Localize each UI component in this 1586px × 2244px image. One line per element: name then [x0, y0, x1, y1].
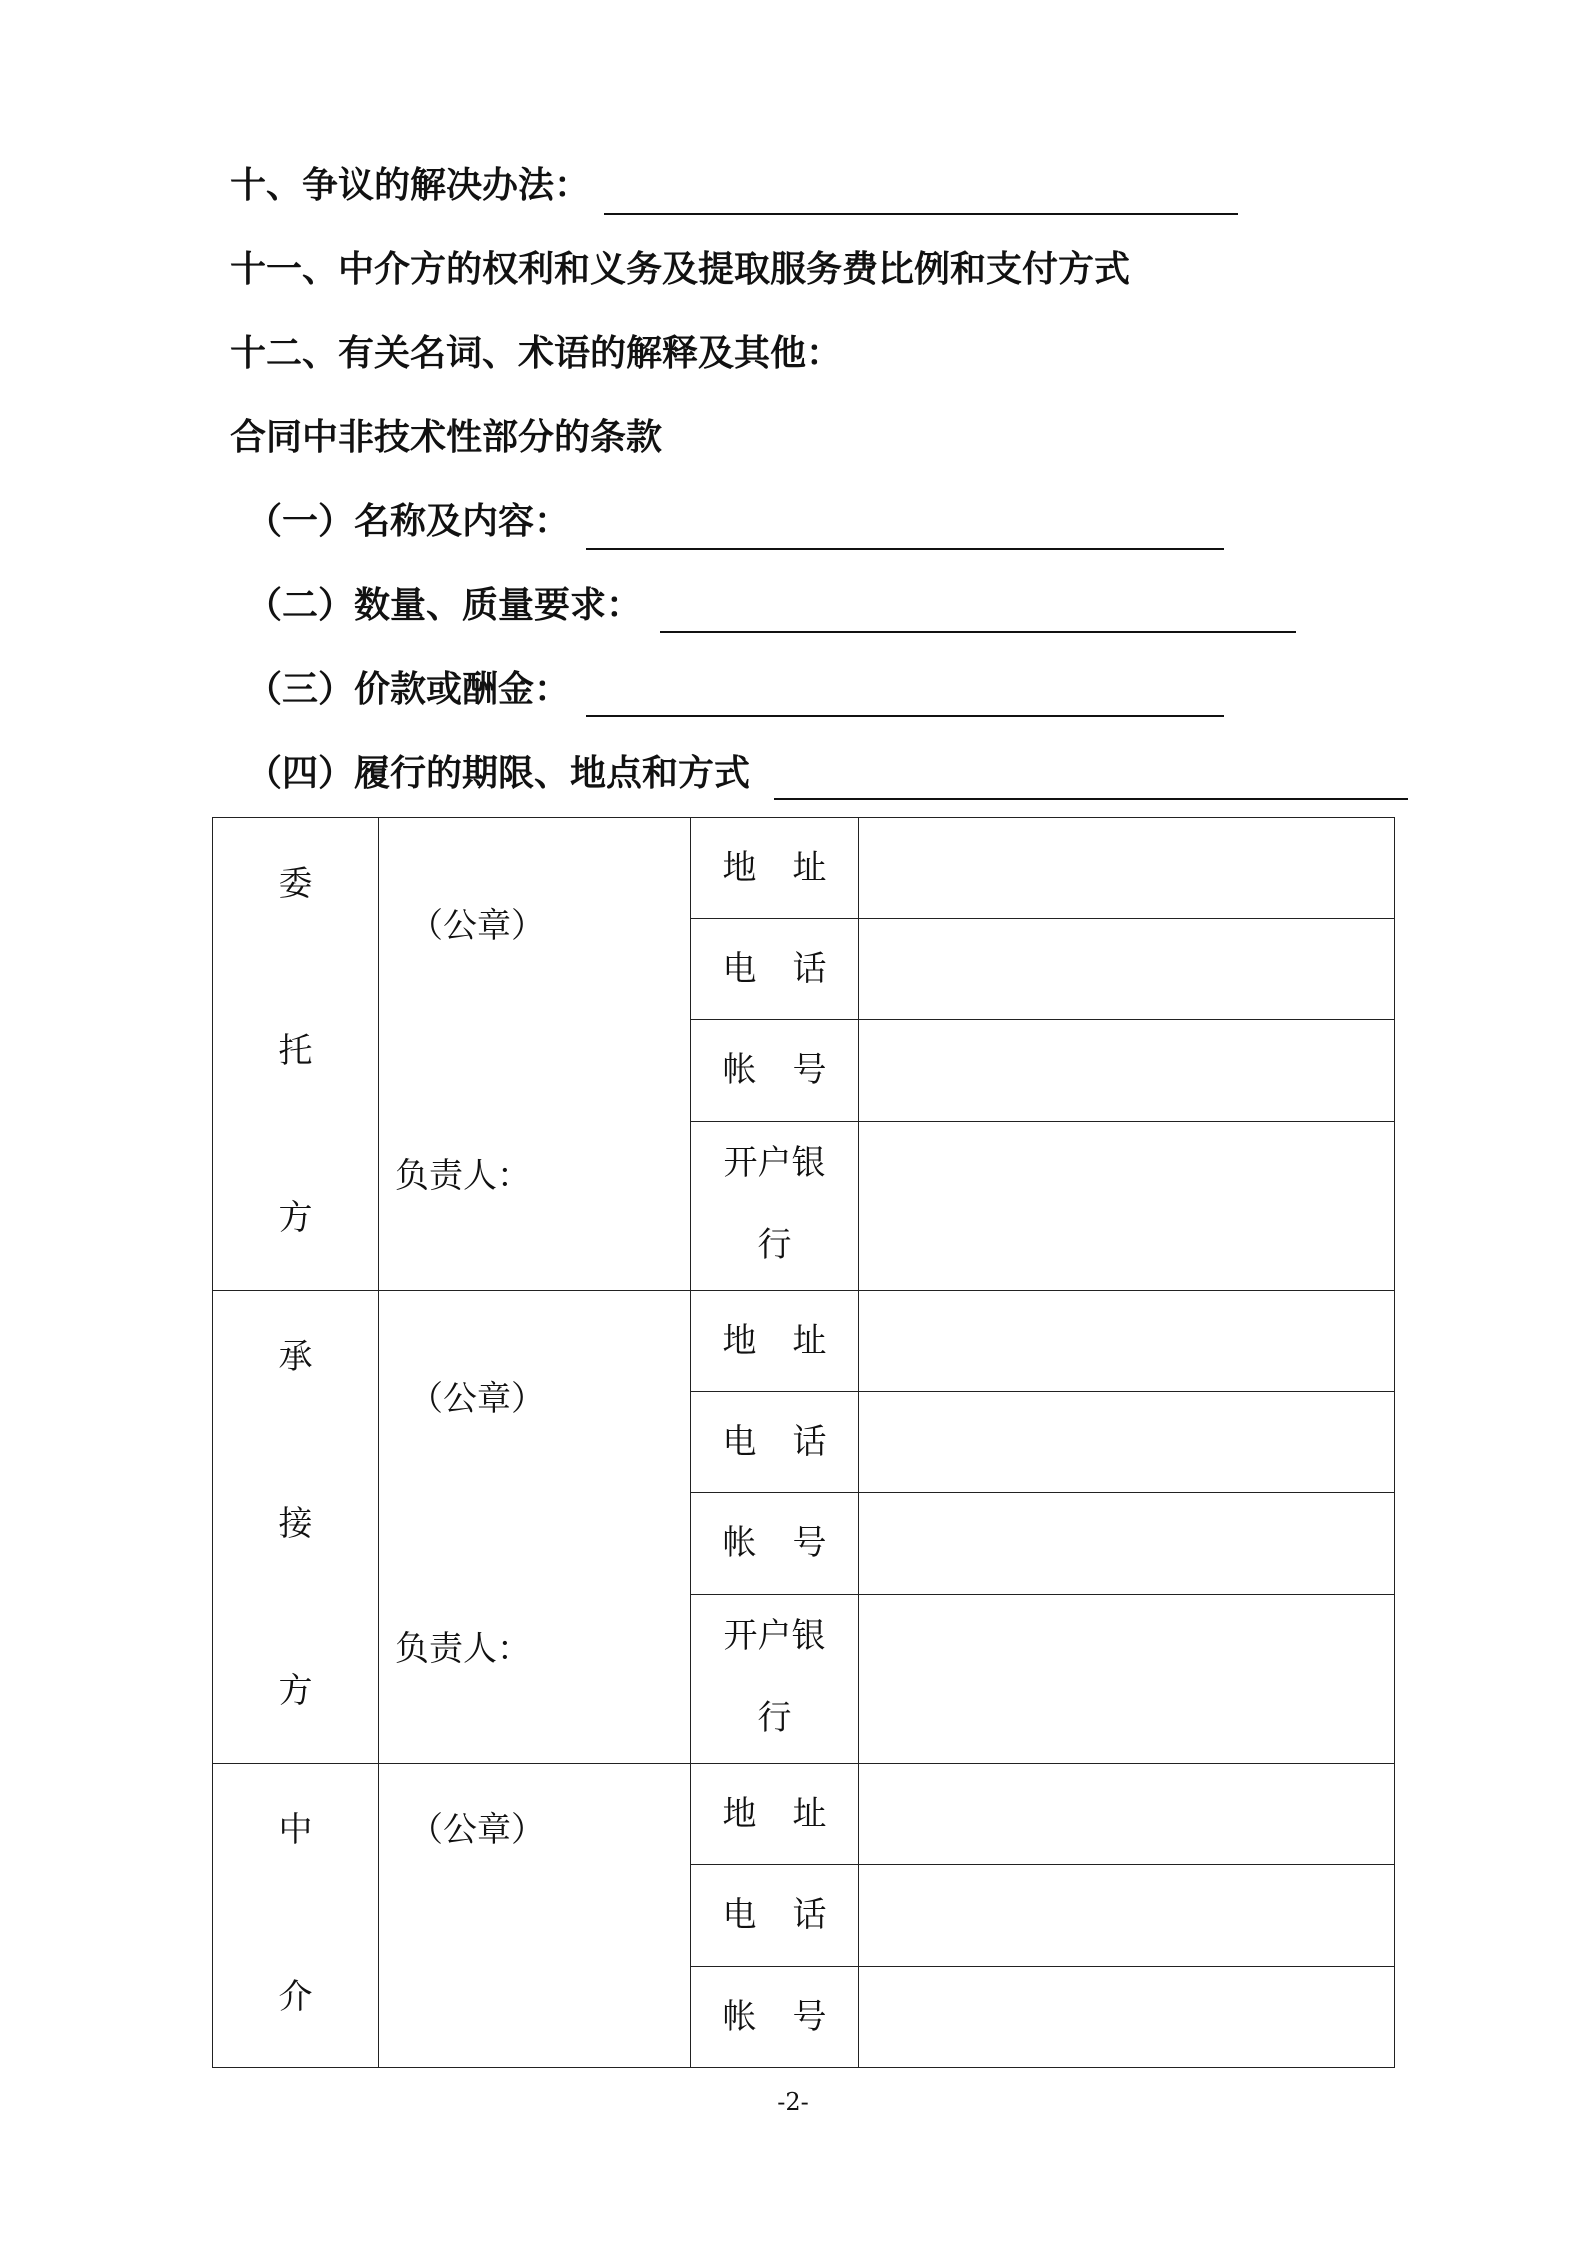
party-name-cell — [213, 1764, 379, 2068]
page-number: -2- — [777, 2088, 809, 2116]
account-value[interactable] — [859, 1020, 1395, 1121]
account-label: 帐 号 — [691, 1493, 859, 1594]
phone-label: 电 话 — [691, 1392, 859, 1493]
account-value[interactable] — [859, 1493, 1395, 1594]
sub-clause-1: （一）名称及内容： — [246, 501, 571, 542]
party-row — [213, 1291, 1395, 1392]
party-name-char: 介 — [278, 1977, 313, 2017]
seal-cell[interactable] — [379, 818, 691, 1291]
seal-label: （公章） — [409, 1379, 545, 1419]
phone-value[interactable] — [859, 1865, 1395, 1966]
responsible-person-label: 负责人： — [395, 1629, 531, 1669]
clause-11: 十一、中介方的权利和义务及提取服务费比例和支付方式 — [230, 249, 1131, 290]
party-name-char: 委 — [278, 864, 313, 904]
sub-clause-4: （四）履行的期限、地点和方式 — [246, 753, 751, 794]
party-row — [213, 1764, 1395, 1865]
responsible-person-label: 负责人： — [395, 1156, 531, 1196]
address-value[interactable] — [859, 1291, 1395, 1392]
party-name-cell — [213, 1291, 379, 1764]
party-name-char: 承 — [278, 1337, 313, 1377]
sub-clause-4-blank[interactable] — [774, 798, 1408, 800]
non-technical-heading: 合同中非技术性部分的条款 — [230, 417, 663, 458]
party-name-char: 托 — [278, 1031, 313, 1071]
address-label: 地 址 — [691, 1764, 859, 1865]
account-value[interactable] — [859, 1966, 1395, 2067]
bank-value[interactable] — [859, 1594, 1395, 1763]
account-label: 帐 号 — [691, 1020, 859, 1121]
bank-value[interactable] — [859, 1121, 1395, 1290]
address-value[interactable] — [859, 1764, 1395, 1865]
sub-clause-3: （三）价款或酬金： — [246, 669, 571, 710]
party-name-char: 接 — [278, 1504, 313, 1544]
sub-clause-1-blank[interactable] — [586, 548, 1224, 550]
clause-10: 十、争议的解决办法： — [230, 165, 591, 206]
account-label: 帐 号 — [691, 1966, 859, 2067]
clause-10-blank[interactable] — [604, 213, 1238, 215]
seal-label: （公章） — [409, 906, 545, 946]
party-name-char: 中 — [278, 1810, 313, 1850]
address-label: 地 址 — [691, 1291, 859, 1392]
parties-table — [212, 817, 1395, 2068]
sub-clause-2: （二）数量、质量要求： — [246, 585, 643, 626]
party-name-cell — [213, 818, 379, 1291]
phone-value[interactable] — [859, 1392, 1395, 1493]
seal-cell[interactable] — [379, 1764, 691, 2068]
phone-label: 电 话 — [691, 1865, 859, 1966]
party-name-char: 方 — [278, 1671, 313, 1711]
party-name-char: 方 — [278, 1198, 313, 1238]
clause-12: 十二、有关名词、术语的解释及其他： — [230, 333, 843, 374]
bank-label: 开户银 行 — [691, 1594, 859, 1763]
sub-clause-2-blank[interactable] — [660, 631, 1296, 633]
seal-label: （公章） — [409, 1810, 545, 1850]
party-row — [213, 818, 1395, 919]
seal-cell[interactable] — [379, 1291, 691, 1764]
phone-label: 电 话 — [691, 919, 859, 1020]
sub-clause-3-blank[interactable] — [586, 715, 1224, 717]
address-label: 地 址 — [691, 818, 859, 919]
address-value[interactable] — [859, 818, 1395, 919]
bank-label: 开户银 行 — [691, 1121, 859, 1290]
phone-value[interactable] — [859, 919, 1395, 1020]
